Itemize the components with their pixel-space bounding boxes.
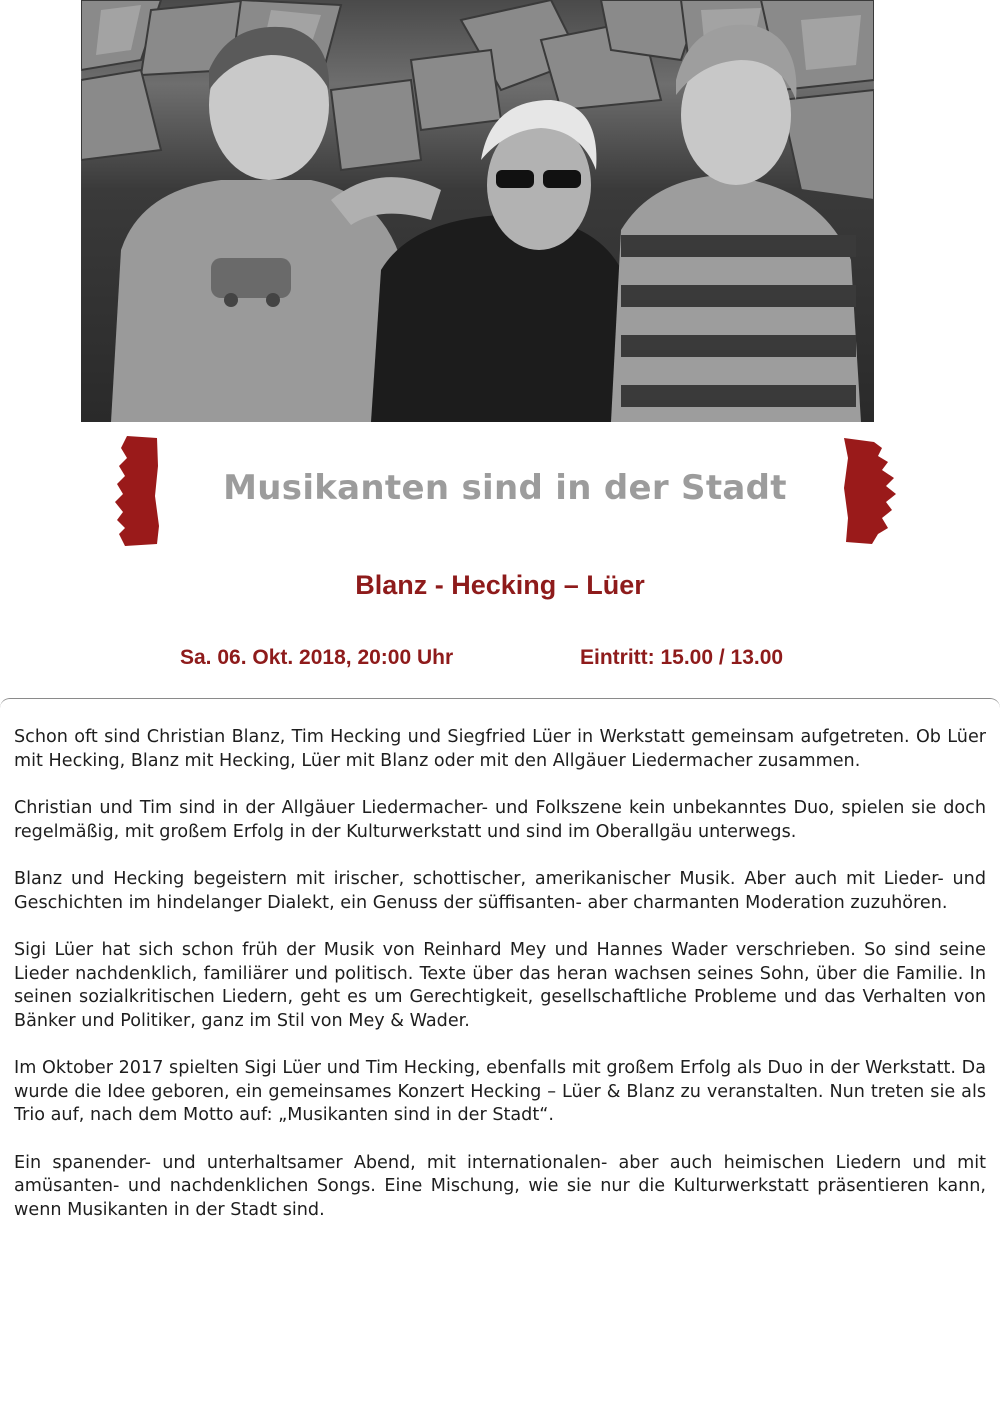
- band-photo: [81, 0, 874, 422]
- performers-title: Blanz - Hecking – Lüer: [355, 570, 645, 600]
- description-paragraph: Ein spanender- und unterhaltsamer Abend, mit internationalen- aber auch heimischen Liedern und mit amüsanten- und nachdenklichen Songs. Eine Mischung, wie sie nur die Kulturwerkstatt präsentieren kann, wenn Musikanten in der Stadt sind.: [14, 1152, 986, 1220]
- event-date: Sa. 06. Okt. 2018, 20:00 Uhr: [180, 646, 454, 669]
- band-photo-illustration: [81, 0, 874, 422]
- description-paragraph: Im Oktober 2017 spielten Sigi Lüer und Tim Hecking, ebenfalls mit großem Erfolg als Duo in der Werkstatt. Da wurde die Idee geboren, ein gemeinsames Konzert Hecking – Lüer & Blanz zu veranstalten. Nun treten sie als Trio auf, nach dem Motto auf: „Musikanten sind in der Stadt“.: [14, 1058, 986, 1125]
- description-paragraph: Blanz und Hecking begeistern mit irischer, schottischer, amerikanischer Musik. Aber auch mit Lieder- und Geschichten im hindelanger Dialekt, ein Genuss der süffisanten- aber charmanten Moderation zuzuhören.: [14, 869, 986, 913]
- right-brush-stroke: [842, 438, 898, 544]
- event-description: [14, 726, 986, 1246]
- description-paragraph: Sigi Lüer hat sich schon früh der Musik von Reinhard Mey und Hannes Wader verschrieben. So sind seine Lieder nachdenklich, familiärer und politisch. Texte über das heran wachsen seines Sohn, über die Familie. In seinen sozialkritischen Liedern, geht es um Gerechtigkeit, gesellschaftliche Probleme und das Verhalten von Bänker und Politiker, ganz im Stil von Mey & Wader.: [14, 940, 986, 1031]
- description-paragraph: Schon oft sind Christian Blanz, Tim Hecking und Siegfried Lüer in Werkstatt gemeinsam aufgetreten. Ob Lüer mit Hecking, Blanz mit Hecking, Lüer mit Blanz oder mit den Allgäuer Liedermacher zusammen.: [14, 727, 986, 771]
- left-brush-stroke: [113, 436, 163, 546]
- description-paragraph: Christian und Tim sind in der Allgäuer Liedermacher- und Folkszene kein unbekanntes Duo, spielen sie doch regelmäßig, mit großem Erfolg in der Kulturwerkstatt und sind im Oberallgäu unterwegs.: [14, 798, 986, 842]
- section-divider: [0, 698, 1000, 713]
- event-admission: Eintritt: 15.00 / 13.00: [580, 646, 784, 669]
- event-headline: Musikanten sind in der Stadt: [223, 468, 787, 508]
